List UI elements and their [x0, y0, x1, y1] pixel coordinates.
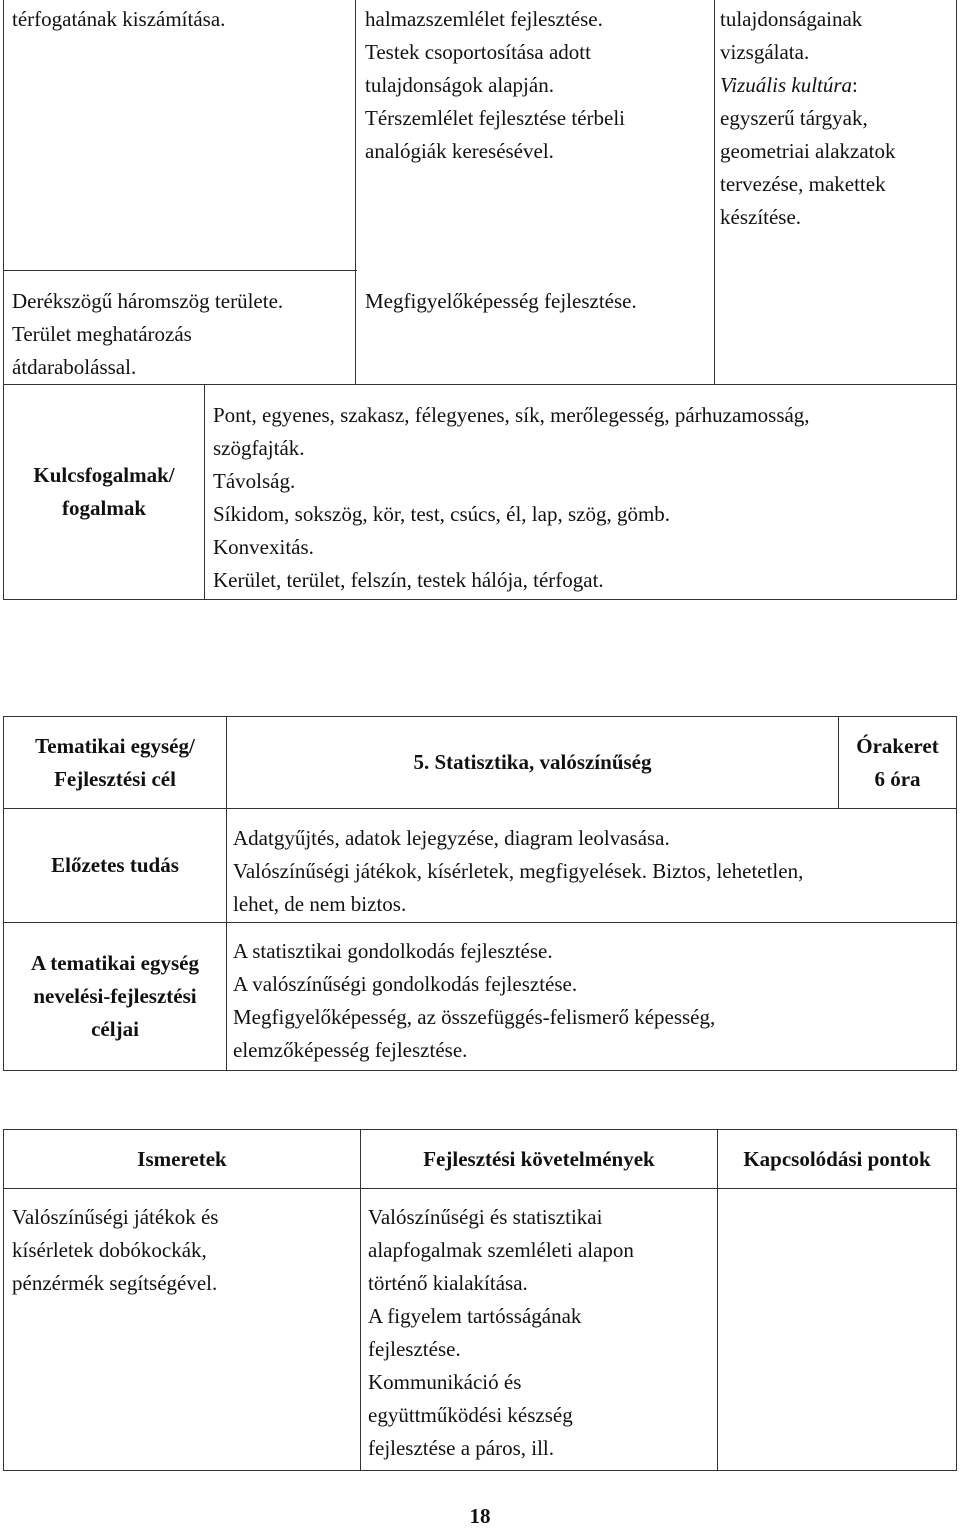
table1-right-border — [956, 0, 957, 600]
label-line: Tematikai egység/ — [35, 733, 195, 758]
text-line: A figyelem tartósságának — [368, 1304, 582, 1328]
requirements-text — [368, 1201, 634, 1465]
header-knowledge: Ismeretek — [137, 1146, 227, 1171]
label-line: A tematikai egység — [31, 951, 199, 975]
text-line: térfogatának kiszámítása. — [12, 7, 226, 31]
keywords-label — [4, 385, 204, 599]
unit-label — [4, 717, 226, 808]
text-line: Adatgyűjtés, adatok lejegyzése, diagram leolvasása. — [233, 826, 670, 850]
text-line: halmazszemlélet fejlesztése. — [365, 7, 603, 31]
text-line: alapfogalmak szemléleti alapon — [368, 1238, 634, 1262]
text-line: A valószínűségi gondolkodás fejlesztése. — [233, 972, 578, 996]
text-line: Kerület, terület, felszín, testek hálója, térfogat. — [213, 568, 604, 592]
text-line: Konvexitás. — [213, 535, 314, 559]
label-line: Kulcsfogalmak/ — [33, 463, 175, 487]
text-line: Síkidom, sokszög, kör, test, csúcs, él, lap, szög, gömb. — [213, 502, 671, 526]
text-line: analógiák keresésével. — [365, 139, 554, 163]
text-line: Távolság. — [213, 469, 296, 493]
row2-col1-text — [12, 285, 283, 384]
row1-col2-text — [365, 3, 625, 168]
text-line: Derékszögű háromszög területe. — [12, 289, 284, 313]
text-line: kísérletek dobókockák, — [12, 1238, 207, 1262]
table1-bottom-border — [3, 599, 957, 600]
hours-block — [839, 717, 956, 808]
text-line: együttműködési készség — [368, 1403, 573, 1427]
text-line: egyszerű tárgyak, — [720, 106, 868, 130]
text-line: lehet, de nem biztos. — [233, 892, 407, 916]
keywords-text — [213, 399, 810, 597]
label-line: céljai — [91, 1017, 139, 1041]
table1-row-divider-1 — [3, 270, 357, 271]
text-line: Valószínűségi játékok, kísérletek, megfigyelések. Biztos, lehetetlen, — [233, 859, 804, 883]
text-line: geometriai alakzatok — [720, 139, 896, 163]
text-line: A statisztikai gondolkodás fejlesztése. — [233, 939, 553, 963]
label-line: Fejlesztési cél — [54, 766, 176, 791]
text-line: tulajdonságok alapján. — [365, 73, 554, 97]
row2-col2-text — [365, 285, 637, 318]
unit-title: 5. Statisztika, valószínűség — [413, 750, 652, 774]
text-line: történő kialakítása. — [368, 1271, 528, 1295]
table1-col-divider-1 — [355, 0, 356, 385]
text-line: Testek csoportosítása adott — [365, 40, 591, 64]
text-line: Pont, egyenes, szakasz, félegyenes, sík, merőlegesség, párhuzamosság, — [213, 403, 810, 427]
knowledge-text — [12, 1201, 218, 1300]
header-connections: Kapcsolódási pontok — [743, 1146, 931, 1171]
subject-line — [720, 69, 896, 102]
text-line: fejlesztése. — [368, 1337, 461, 1361]
table1-col-divider-2 — [714, 0, 715, 385]
text-line: Megfigyelőképesség fejlesztése. — [365, 289, 637, 313]
text-line: elemzőképesség fejlesztése. — [233, 1038, 468, 1062]
text-line: tulajdonságainak — [720, 7, 863, 31]
text-line: tervezése, makettek — [720, 172, 886, 196]
text-line: szögfajták. — [213, 436, 305, 460]
label-line: nevelési-fejlesztési — [33, 984, 197, 1008]
goals-text — [233, 935, 715, 1067]
label-line: fogalmak — [62, 496, 146, 520]
row1-col1-text — [12, 3, 225, 36]
row1-col3-text — [720, 3, 896, 234]
page-number: 18 — [469, 1504, 491, 1528]
text-line: Terület meghatározás — [12, 322, 192, 346]
text-line: Térszemlélet fejlesztése térbeli — [365, 106, 626, 130]
text-line: pénzérmék segítségével. — [12, 1271, 218, 1295]
text-line: vizsgálata. — [720, 40, 810, 64]
text-line: Valószínűségi játékok és — [12, 1205, 219, 1229]
table1-keywords-divider — [204, 384, 205, 600]
text-line: átdarabolással. — [12, 355, 137, 379]
hours-value: 6 óra — [874, 766, 921, 791]
prior-knowledge-label: Előzetes tudás — [51, 853, 179, 877]
hours-label: Órakeret — [856, 733, 939, 758]
goals-label — [4, 923, 226, 1070]
table3-header-divider — [3, 1188, 957, 1189]
prior-knowledge-text — [233, 822, 803, 921]
text-line: Megfigyelőképesség, az összefüggés-felismerő képesség, — [233, 1005, 716, 1029]
text-line: fejlesztése a páros, ill. — [368, 1436, 555, 1460]
text-line: Valószínűségi és statisztikai — [368, 1205, 603, 1229]
subject-name: Vizuális kultúra — [720, 73, 853, 97]
text-line: készítése. — [720, 205, 802, 229]
header-requirements: Fejlesztési követelmények — [423, 1146, 655, 1171]
subject-suffix: : — [852, 73, 858, 97]
text-line: Kommunikáció és — [368, 1370, 522, 1394]
